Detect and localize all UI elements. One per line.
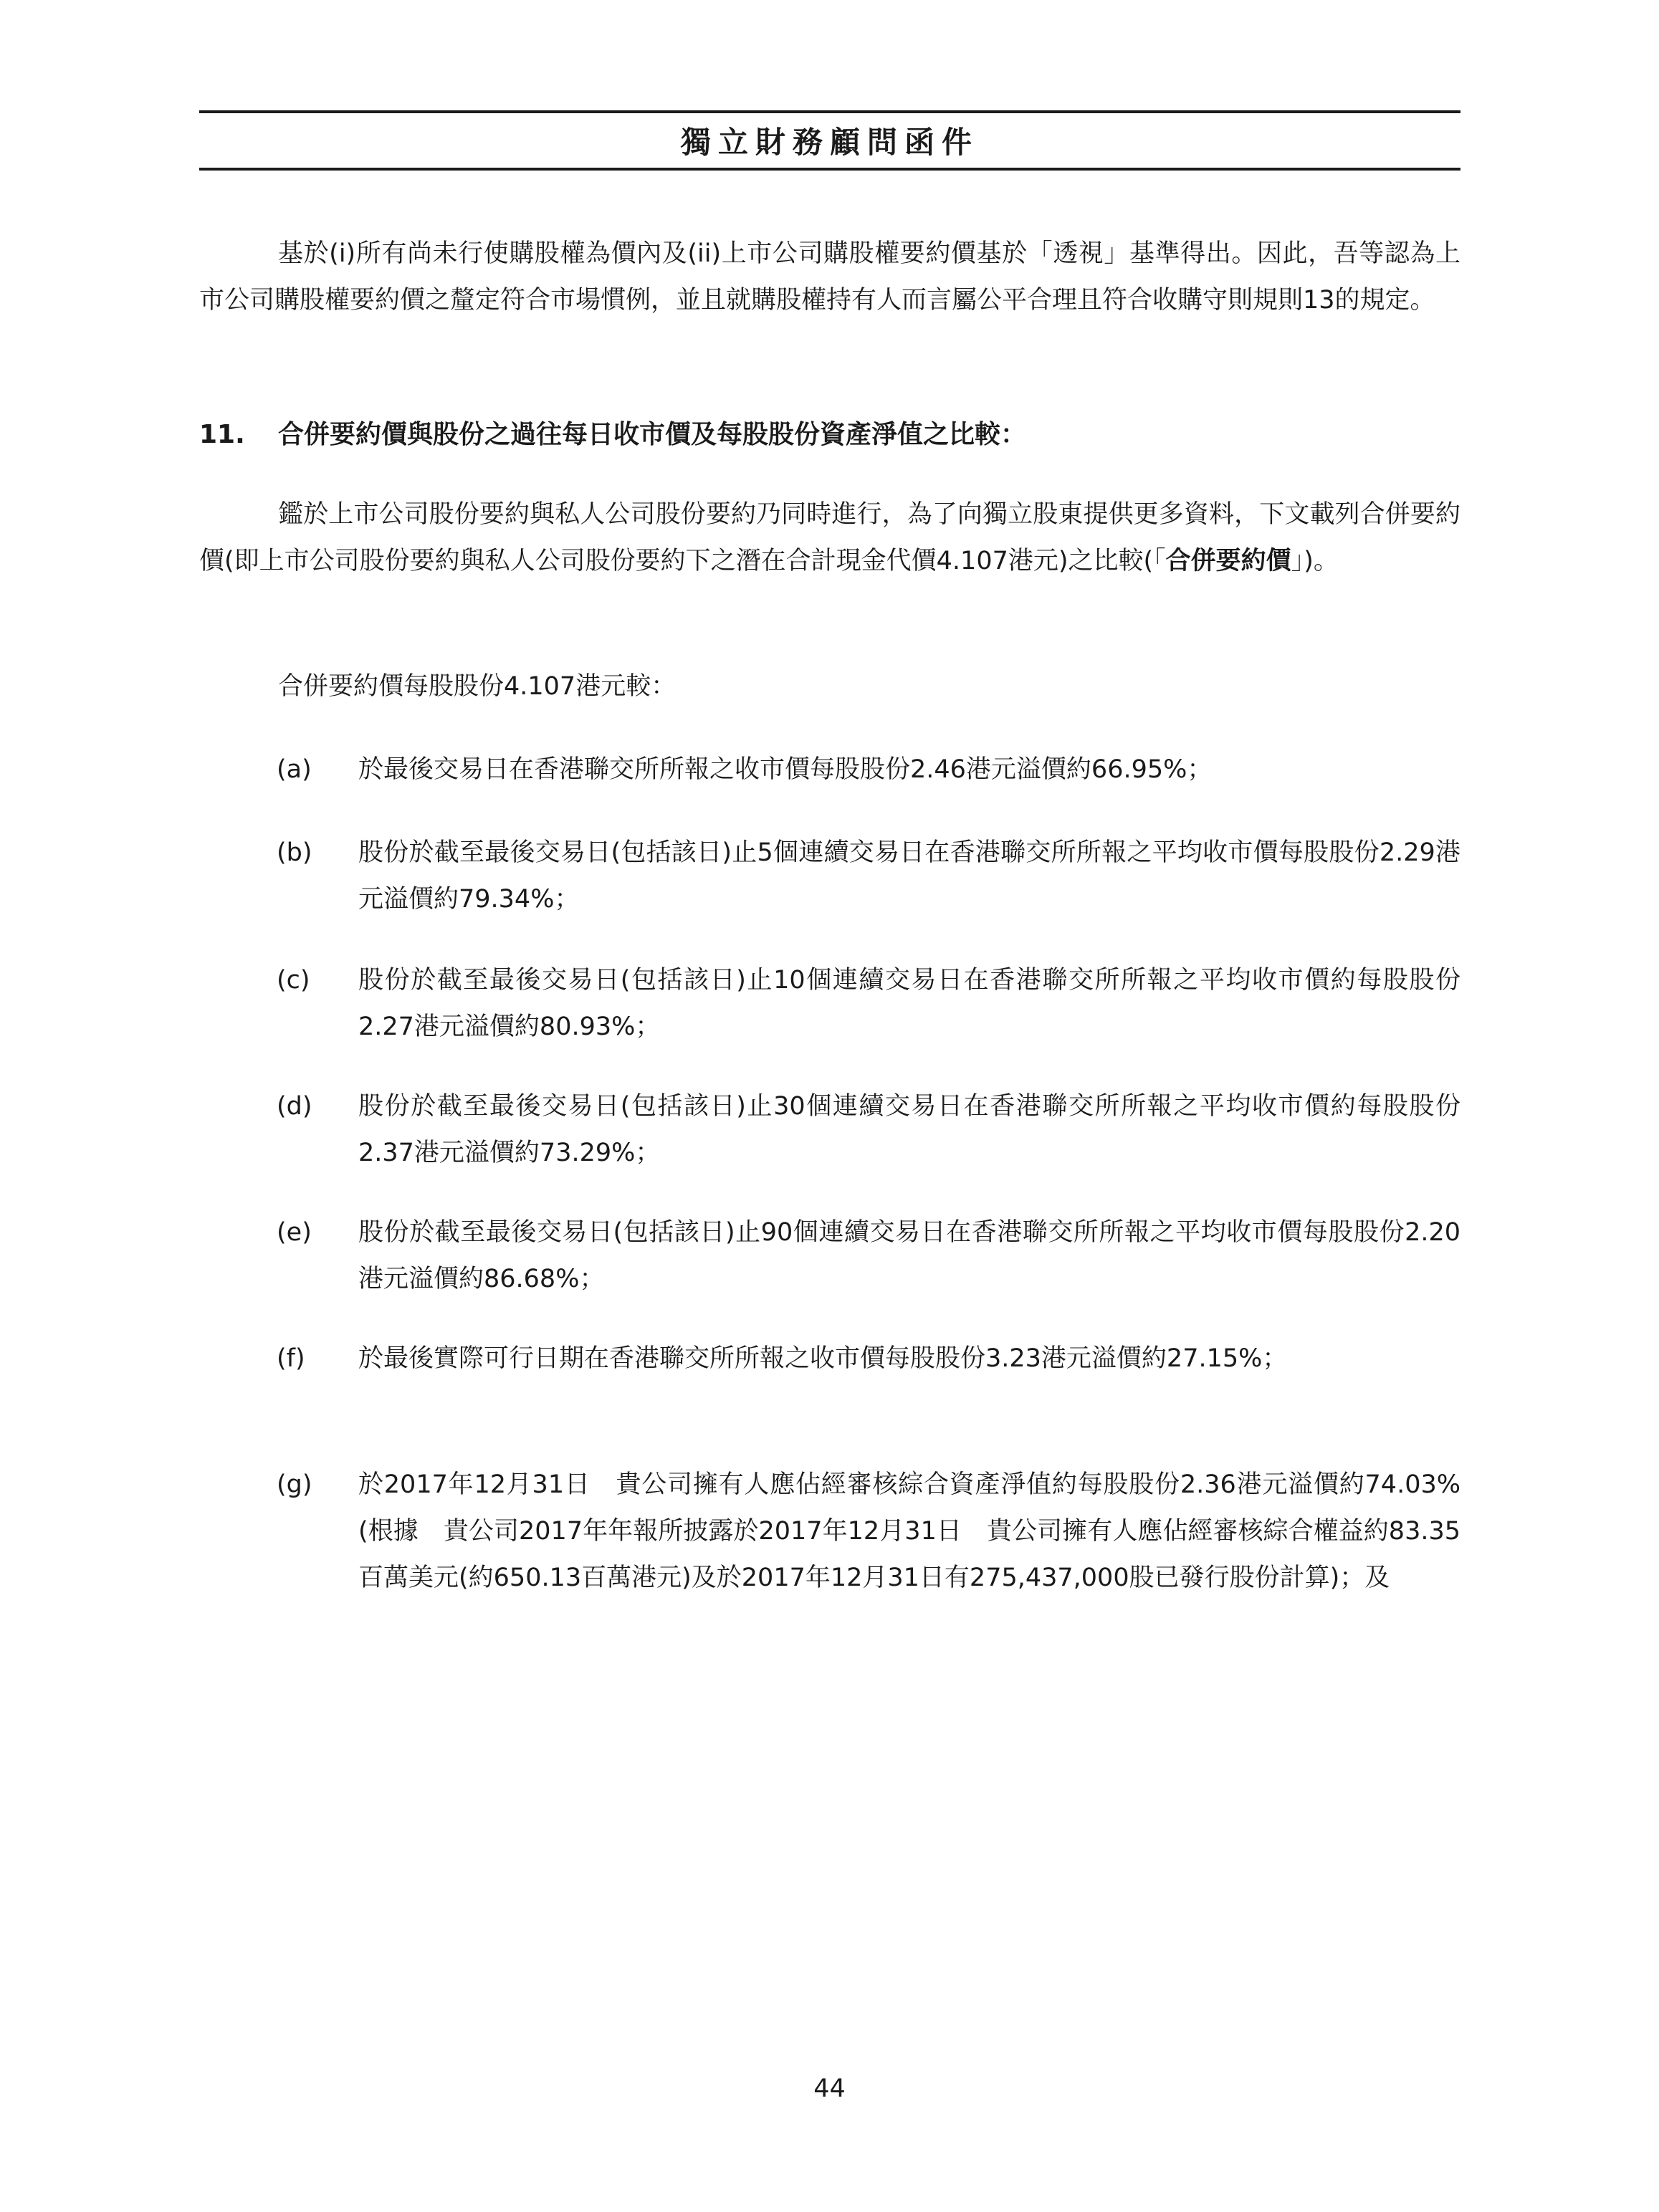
list-item-d	[277, 1083, 1460, 1177]
list-item-text: 股份於截至最後交易日(包括該日)止90個連續交易日在香港聯交所所報之平均收市價每股股份2.20港元溢價約86.68%；	[358, 1218, 1460, 1293]
list-item-g	[277, 1462, 1460, 1601]
section-paragraph	[199, 492, 1460, 585]
list-item-label: (e)	[277, 1218, 312, 1247]
list-item-b	[277, 830, 1460, 923]
intro-paragraph	[199, 231, 1460, 324]
section-paragraph-tail: 」)。	[1291, 547, 1339, 575]
section-number: 11.	[199, 420, 245, 449]
header-title: 獨立財務顧問函件	[680, 125, 979, 160]
list-item-label: (g)	[277, 1470, 312, 1499]
list-item-text: 股份於截至最後交易日(包括該日)止10個連續交易日在香港聯交所所報之平均收市價約每股股份2.27港元溢價約80.93%；	[358, 966, 1460, 1041]
lead-in-text: 合併要約價每股股份4.107港元較：	[278, 672, 676, 701]
list-item-label: (a)	[277, 755, 312, 784]
list-item-text: 於最後交易日在香港聯交所所報之收市價每股股份2.46港元溢價約66.95%；	[358, 755, 1213, 784]
list-item-f	[277, 1336, 1460, 1382]
document-header	[199, 110, 1460, 171]
list-item-text: 於2017年12月31日 貴公司擁有人應佔經審核綜合資產淨值約每股股份2.36港元溢價約74.03%(根據 貴公司2017年年報所披露於2017年12月31日 貴公司擁有人應佔經審核綜合權益約83.35百萬美元(約650.13百萬港元)及於2017年12月31日有275,437,000股已發行股份計算)；及	[358, 1470, 1460, 1592]
list-item-e	[277, 1210, 1460, 1303]
list-item-text: 股份於截至最後交易日(包括該日)止5個連續交易日在香港聯交所所報之平均收市價每股股份2.29港元溢價約79.34%；	[358, 838, 1460, 914]
page-number: 44	[813, 2074, 846, 2103]
list-item-label: (d)	[277, 1092, 312, 1121]
section-heading	[199, 417, 1460, 453]
section-paragraph-text	[199, 492, 1460, 585]
list-item-c	[277, 957, 1460, 1050]
section-title: 合併要約價與股份之過往每日收市價及每股股份資產淨值之比較：	[278, 420, 1027, 449]
intro-paragraph-text: 基於(i)所有尚未行使購股權為價內及(ii)上市公司購股權要約價基於「透視」基準得出。因此，吾等認為上市公司購股權要約價之釐定符合市場慣例，並且就購股權持有人而言屬公平合理且符合收購守則規則13的規定。	[199, 239, 1460, 315]
list-item-label: (c)	[277, 966, 310, 995]
list-item-text: 股份於截至最後交易日(包括該日)止30個連續交易日在香港聯交所所報之平均收市價約每股股份2.37港元溢價約73.29%；	[358, 1092, 1460, 1167]
defined-term: 合併要約價	[1165, 547, 1291, 575]
list-item-label: (b)	[277, 838, 312, 867]
list-item-text: 於最後實際可行日期在香港聯交所所報之收市價每股股份3.23港元溢價約27.15%；	[358, 1344, 1288, 1373]
list-item-label: (f)	[277, 1344, 305, 1373]
lead-in-paragraph	[199, 664, 1460, 710]
list-item-a	[277, 747, 1460, 793]
section-paragraph-lead: 鑑於上市公司股份要約與私人公司股份要約乃同時進行，為了向獨立股東提供更多資料，下文載列合併要約價(即上市公司股份要約與私人公司股份要約下之潛在合計現金代價4.107港元)之比較(「	[199, 500, 1460, 575]
